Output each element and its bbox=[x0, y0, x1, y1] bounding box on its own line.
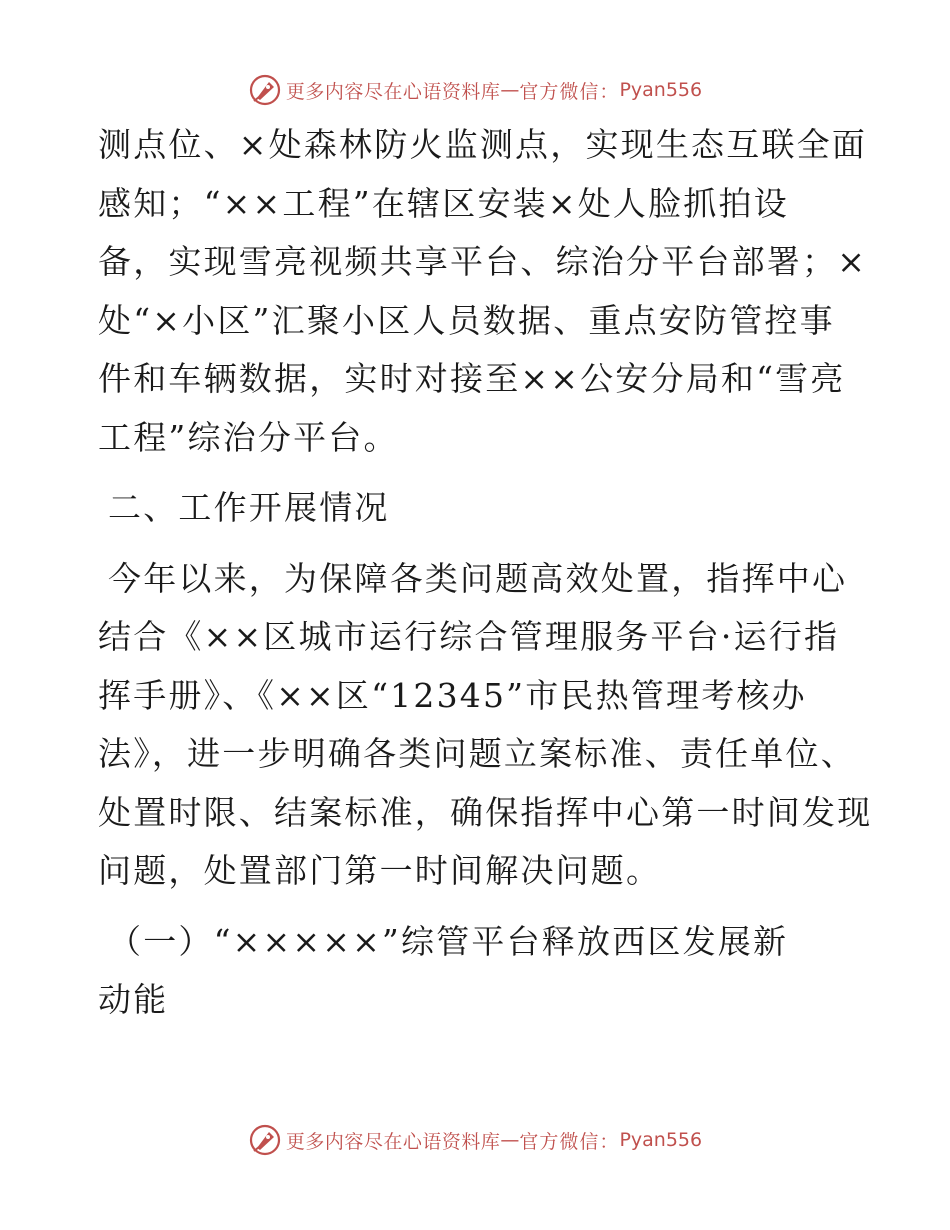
watermark-header bbox=[0, 72, 950, 108]
text-line: 今年以来，为保障各类问题高效处置，指挥中心 bbox=[108, 558, 848, 598]
text-line: 问题，处置部门第一时间解决问题。 bbox=[98, 851, 662, 890]
text-line: 结合《××区城市运行综合管理服务平台·运行指 bbox=[98, 617, 840, 656]
section-heading-3 bbox=[98, 913, 858, 1030]
watermark-footer bbox=[0, 1122, 950, 1158]
text-line: 挥手册》、《××区“12345”市民热管理考核办 bbox=[98, 675, 807, 715]
text-line: 备，实现雪亮视频共享平台、综治分平台部署；× bbox=[98, 242, 868, 281]
watermark-wechat-label: 官方微信： bbox=[519, 1130, 620, 1153]
pen-nib-logo-icon bbox=[248, 1123, 282, 1157]
paragraph-gap bbox=[98, 467, 858, 479]
text-line: 工程”综治分平台。 bbox=[98, 417, 399, 457]
text-line: 件和车辆数据，实时对接至××公安分局和“雪亮 bbox=[98, 359, 846, 398]
text-line: 感知；“××工程”在辖区安装×处人脸抓拍设 bbox=[98, 183, 789, 223]
watermark-text: 更多内容尽在心语资料库 bbox=[285, 1130, 501, 1153]
watermark-separator: — bbox=[500, 79, 520, 101]
document-body bbox=[98, 116, 873, 1030]
text-line: 动能 bbox=[98, 980, 169, 1019]
pen-nib-logo-icon bbox=[248, 73, 282, 107]
watermark-account: Pyan556 bbox=[619, 1129, 703, 1151]
text-line: 法》，进一步明确各类问题立案标准、责任单位、 bbox=[98, 734, 856, 773]
watermark-account: Pyan556 bbox=[619, 79, 703, 101]
watermark-wechat-label: 官方微信： bbox=[519, 80, 620, 103]
paragraph-2 bbox=[98, 550, 873, 901]
watermark-separator: — bbox=[500, 1129, 520, 1151]
paragraph-gap bbox=[98, 901, 858, 913]
watermark-text: 更多内容尽在心语资料库 bbox=[285, 80, 501, 103]
text-line: （一）“×××××”综管平台释放西区发展新 bbox=[108, 921, 789, 961]
paragraph-1 bbox=[98, 116, 868, 467]
text-line: 处置时限、结案标准，确保指挥中心第一时间发现 bbox=[98, 792, 873, 832]
section-heading-2: 二、工作开展情况 bbox=[108, 488, 390, 527]
paragraph-gap bbox=[98, 538, 858, 550]
text-line: 处“×小区”汇聚小区人员数据、重点安防管控事 bbox=[98, 300, 835, 340]
text-line: 测点位、×处森林防火监测点，实现生态互联全面 bbox=[98, 125, 868, 164]
